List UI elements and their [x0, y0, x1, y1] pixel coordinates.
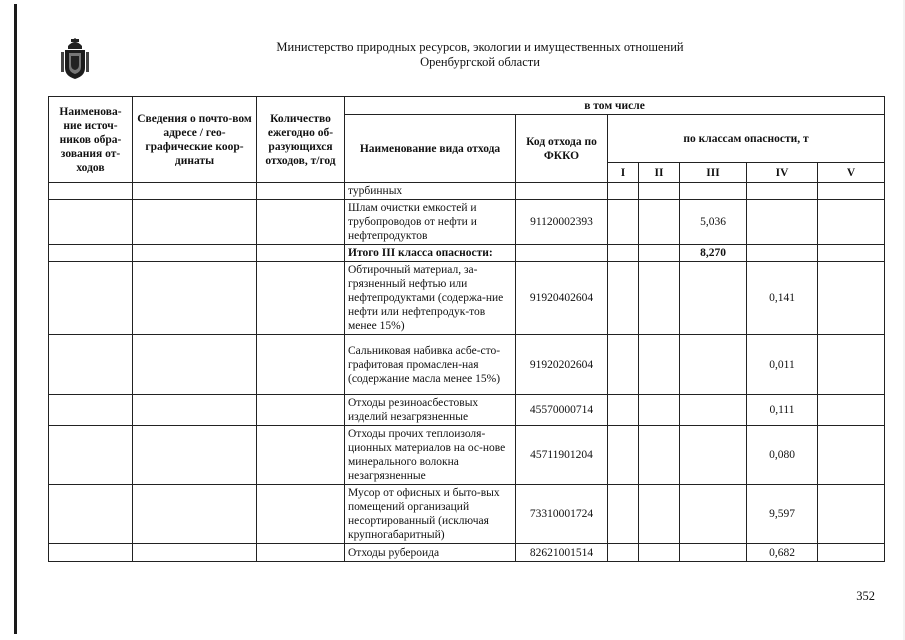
cell-class-III [680, 335, 747, 395]
cell-class-III [680, 426, 747, 485]
cell-class-V [818, 245, 885, 262]
cell-class-II [639, 200, 680, 245]
cell-class-I [608, 335, 639, 395]
cell-source [49, 544, 133, 562]
class-header-2: II [639, 163, 680, 183]
cell-class-IV [747, 183, 818, 200]
cell-class-I [608, 200, 639, 245]
cell-waste-name: Отходы рубероида [345, 544, 516, 562]
table-row [49, 335, 885, 395]
cell-class-II [639, 485, 680, 544]
cell-source [49, 183, 133, 200]
cell-waste-name: Итого III класса опасности: [345, 245, 516, 262]
waste-table [48, 96, 885, 562]
cell-source [49, 262, 133, 335]
cell-address [133, 183, 257, 200]
cell-class-II [639, 544, 680, 562]
cell-class-V [818, 335, 885, 395]
cell-class-I [608, 426, 639, 485]
cell-quantity [257, 262, 345, 335]
table-row [49, 426, 885, 485]
table-row [49, 544, 885, 562]
col-quantity-header: Количество ежегодно об-разующихся отходов, т/год [257, 97, 345, 183]
cell-quantity [257, 200, 345, 245]
cell-class-III: 8,270 [680, 245, 747, 262]
cell-quantity [257, 426, 345, 485]
cell-fkko-code: 91920402604 [516, 262, 608, 335]
table-row [49, 485, 885, 544]
cell-quantity [257, 485, 345, 544]
cell-class-II [639, 335, 680, 395]
cell-class-II [639, 262, 680, 335]
col-waste-name-header: Наименование вида отхода [345, 115, 516, 183]
cell-address [133, 200, 257, 245]
cell-class-III [680, 262, 747, 335]
cell-class-III [680, 485, 747, 544]
coat-of-arms-icon [60, 38, 90, 80]
cell-class-IV: 9,597 [747, 485, 818, 544]
class-header-5: V [818, 163, 885, 183]
col-source-header: Наименова-ние источ-ников обра-зования от-ходов [49, 97, 133, 183]
cell-class-V [818, 262, 885, 335]
cell-quantity [257, 395, 345, 426]
cell-address [133, 335, 257, 395]
cell-address [133, 262, 257, 335]
cell-source [49, 335, 133, 395]
cell-class-I [608, 262, 639, 335]
cell-class-III [680, 544, 747, 562]
cell-fkko-code: 45570000714 [516, 395, 608, 426]
cell-waste-name: турбинных [345, 183, 516, 200]
cell-waste-name: Сальниковая набивка асбе-сто-графитовая промаслен-ная (содержание масла менее 15%) [345, 335, 516, 395]
cell-fkko-code: 91920202604 [516, 335, 608, 395]
cell-fkko-code [516, 245, 608, 262]
cell-class-II [639, 245, 680, 262]
class-header-1: I [608, 163, 639, 183]
cell-quantity [257, 335, 345, 395]
cell-fkko-code: 73310001724 [516, 485, 608, 544]
cell-class-V [818, 395, 885, 426]
cell-source [49, 245, 133, 262]
cell-source [49, 485, 133, 544]
cell-fkko-code [516, 183, 608, 200]
document-header [240, 40, 720, 70]
class-header-3: III [680, 163, 747, 183]
cell-class-V [818, 544, 885, 562]
cell-class-I [608, 245, 639, 262]
cell-class-II [639, 426, 680, 485]
cell-class-II [639, 183, 680, 200]
cell-class-I [608, 395, 639, 426]
cell-quantity [257, 245, 345, 262]
cell-address [133, 395, 257, 426]
cell-class-III: 5,036 [680, 200, 747, 245]
cell-address [133, 544, 257, 562]
table-body [49, 183, 885, 562]
page-number: 352 [856, 589, 875, 603]
cell-source [49, 200, 133, 245]
cell-class-I [608, 544, 639, 562]
table-row [49, 262, 885, 335]
cell-class-IV: 0,111 [747, 395, 818, 426]
col-address-header: Сведения о почто-вом адресе / гео-графические коор-динаты [133, 97, 257, 183]
cell-waste-name: Отходы резиноасбестовых изделий незагрязненные [345, 395, 516, 426]
table-row [49, 395, 885, 426]
table-header [49, 97, 885, 183]
region-name: Оренбургской области [420, 55, 540, 69]
cell-class-IV: 0,080 [747, 426, 818, 485]
col-including-header: в том числе [345, 97, 885, 115]
cell-class-IV: 0,011 [747, 335, 818, 395]
cell-address [133, 426, 257, 485]
cell-waste-name: Мусор от офисных и быто-вых помещений организаций несортированный (исключая крупногабаритный) [345, 485, 516, 544]
cell-class-V [818, 426, 885, 485]
cell-class-IV [747, 245, 818, 262]
cell-address [133, 245, 257, 262]
cell-class-IV [747, 200, 818, 245]
cell-class-I [608, 183, 639, 200]
cell-waste-name: Отходы прочих теплоизоля-ционных материалов на ос-нове минерального волокна незагрязненные [345, 426, 516, 485]
cell-fkko-code: 82621001514 [516, 544, 608, 562]
cell-waste-name: Шлам очистки емкостей и трубопроводов от нефти и нефтепродуктов [345, 200, 516, 245]
cell-class-IV: 0,682 [747, 544, 818, 562]
cell-quantity [257, 544, 345, 562]
page-edge-rule [14, 4, 17, 634]
cell-source [49, 426, 133, 485]
cell-class-I [608, 485, 639, 544]
cell-class-IV: 0,141 [747, 262, 818, 335]
class-header-4: IV [747, 163, 818, 183]
cell-class-II [639, 395, 680, 426]
cell-fkko-code: 45711901204 [516, 426, 608, 485]
col-fkko-code-header: Код отхода по ФККО [516, 115, 608, 183]
cell-class-III [680, 395, 747, 426]
table-row [49, 183, 885, 200]
cell-waste-name: Обтирочный материал, за-грязненный нефтью или нефтепродуктами (содержа-ние нефти или нефтепродук-тов менее 15%) [345, 262, 516, 335]
cell-fkko-code: 91120002393 [516, 200, 608, 245]
cell-address [133, 485, 257, 544]
ministry-name: Министерство природных ресурсов, экологии и имущественных отношений [276, 40, 684, 54]
col-hazard-classes-header: по классам опасности, т [608, 115, 885, 163]
cell-source [49, 395, 133, 426]
cell-class-V [818, 485, 885, 544]
table-row [49, 245, 885, 262]
cell-class-V [818, 200, 885, 245]
cell-class-III [680, 183, 747, 200]
table-row [49, 200, 885, 245]
cell-quantity [257, 183, 345, 200]
cell-class-V [818, 183, 885, 200]
